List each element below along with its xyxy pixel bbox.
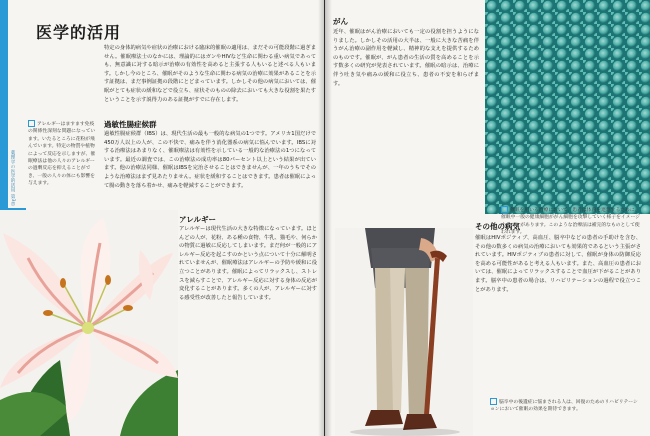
- cells-photo: [485, 0, 650, 214]
- allergy-heading: アレルギー: [179, 215, 217, 224]
- stroke-caption-text: 脳卒中の後遺症に悩まされる人は、回復のためのリハビリテーションにおいて催眠の効果を期待できます。: [490, 400, 638, 413]
- cancer-heading: がん: [333, 17, 348, 26]
- allergy-caption-text: アレルギーはますます免疫の関係性深刻な問題になっています。いたるところに花粉が飛んでいます。特定の物質や植物によって反応を示しますが、催眠療法は他の人々のアレルギーの過剰反応を抑えることができ、一般の人々の体にも影響を与えます。: [28, 122, 96, 187]
- cells-caption: [501, 206, 643, 237]
- ibs-heading: 過敏性腸症候群: [104, 120, 157, 129]
- left-page: [0, 0, 324, 436]
- caption-marker-icon: [28, 120, 35, 127]
- ibs-paragraph: 過敏性腸症候群（IBS）は、現代生活の最も一般的な病気の1つです。アメリカ1国だけで450万人以上の人が、この不快で、痛みを伴う消化器系の病気に悩んでいます。IBSに対する治療法はあまりなく、催眠療法は有効性を示している一般的な治療法の1つになっています。最近の調査では、この治療法の成功率は80パーセント以上という結果が出ています。他の治療法同様、催眠はIBSを完治させることはできませんが、一年のうちでそのような治療法はまず見あたりません。症状を緩和することはできます。患者は催眠によって腸の動きを落ち着かせ、痛みを軽減することができます。: [104, 131, 316, 189]
- page-title: 医学的活用: [36, 23, 122, 42]
- cancer-paragraph: 近年、催眠はがん治療においても一定の役割を担うようになりました。しかしその活用の大半は、一般に大きな苦痛を伴うがん治療の副作用を軽減し、精神的な支えを提供するためのものです。催眠が、がん患者の生活の質を高めることを示す数多くの研究が発表されています。催眠の暗示は、治療に伴う吐き気や痛みの緩和に役立ち、患者の不安を和らげます。: [333, 29, 479, 87]
- other-diseases-heading: その他の病気: [475, 222, 520, 231]
- lily-photo: [0, 210, 178, 436]
- right-page: [325, 0, 650, 436]
- cells-caption-text: 催眠を用いる治療において、患者は体内を連想するために、催眠中一般の健康細胞ががん細胞を攻撃していく様子をイメージすることがあります。このような治療法は補完的なものとして使われます。: [501, 208, 640, 236]
- other-diseases-paragraph: 催眠はHIVポジティブ、高血圧、脳卒中などの患者の手助けを含む、その他の数多くの病気の治療においても効果的であるという主張がされています。HIVポジティブの患者に対して、催眠が身体の防御反応を高める可能性があると考える人もいます。また、高血圧の患者においては、催眠によってリラックスすることで血圧が下がることがあります。脳卒中の患者の場合は、リハビリテーションの過程で役立つことがあります。: [475, 235, 641, 293]
- man-with-cane-photo: [335, 228, 473, 436]
- caption-marker-icon: [490, 398, 497, 405]
- allergy-caption: [28, 120, 98, 188]
- side-running-text: 薬理学の医学的活用 第3章: [10, 150, 15, 207]
- book-gutter: [318, 0, 332, 436]
- caption-marker-icon: [501, 206, 508, 213]
- stroke-caption: [490, 398, 640, 414]
- intro-paragraph: 特定の身体的病気や症状の治療における臨床的催眠の適用は、まだその可能段階に過ぎません。催眠療法士のなかには、理論的にはガンやHIVなど生命に関わる重い病気であっても、無意識に対する暗示が治療の有効性を高めると主張する人もいると述べる人もいます。しかし今のところ、催眠がそのような生命に関わる病気の治療に効果があることを示す証拠は、まだ事例証拠の段階にとどまっています。しかしその他の病気においては、催眠がとても症状の緩和などで役立ち、症状そのものの除去においても大きな役割を果たすということを示す説得力のある証拠がすでに存在します。: [104, 45, 316, 103]
- allergy-paragraph: アレルギーは現代生活の大きな特徴になっています。ほとんどの人が、花粉、ある種の食物、牛乳、猫毛や、何らかの物質に過敏に反応してしまいます。まだ何が一般的にアレルギー反応を起こすのかという点について十分に解明されていませんが、催眠療法はアレルギーの予防や緩和に役立つことがあります。催眠によってリラックスし、ストレスを減らすことで、アレルギー反応に対する身体の反応が変化することがあります。多くの人が、アレルギーに対する感受性が改善したと報告しています。: [179, 226, 317, 301]
